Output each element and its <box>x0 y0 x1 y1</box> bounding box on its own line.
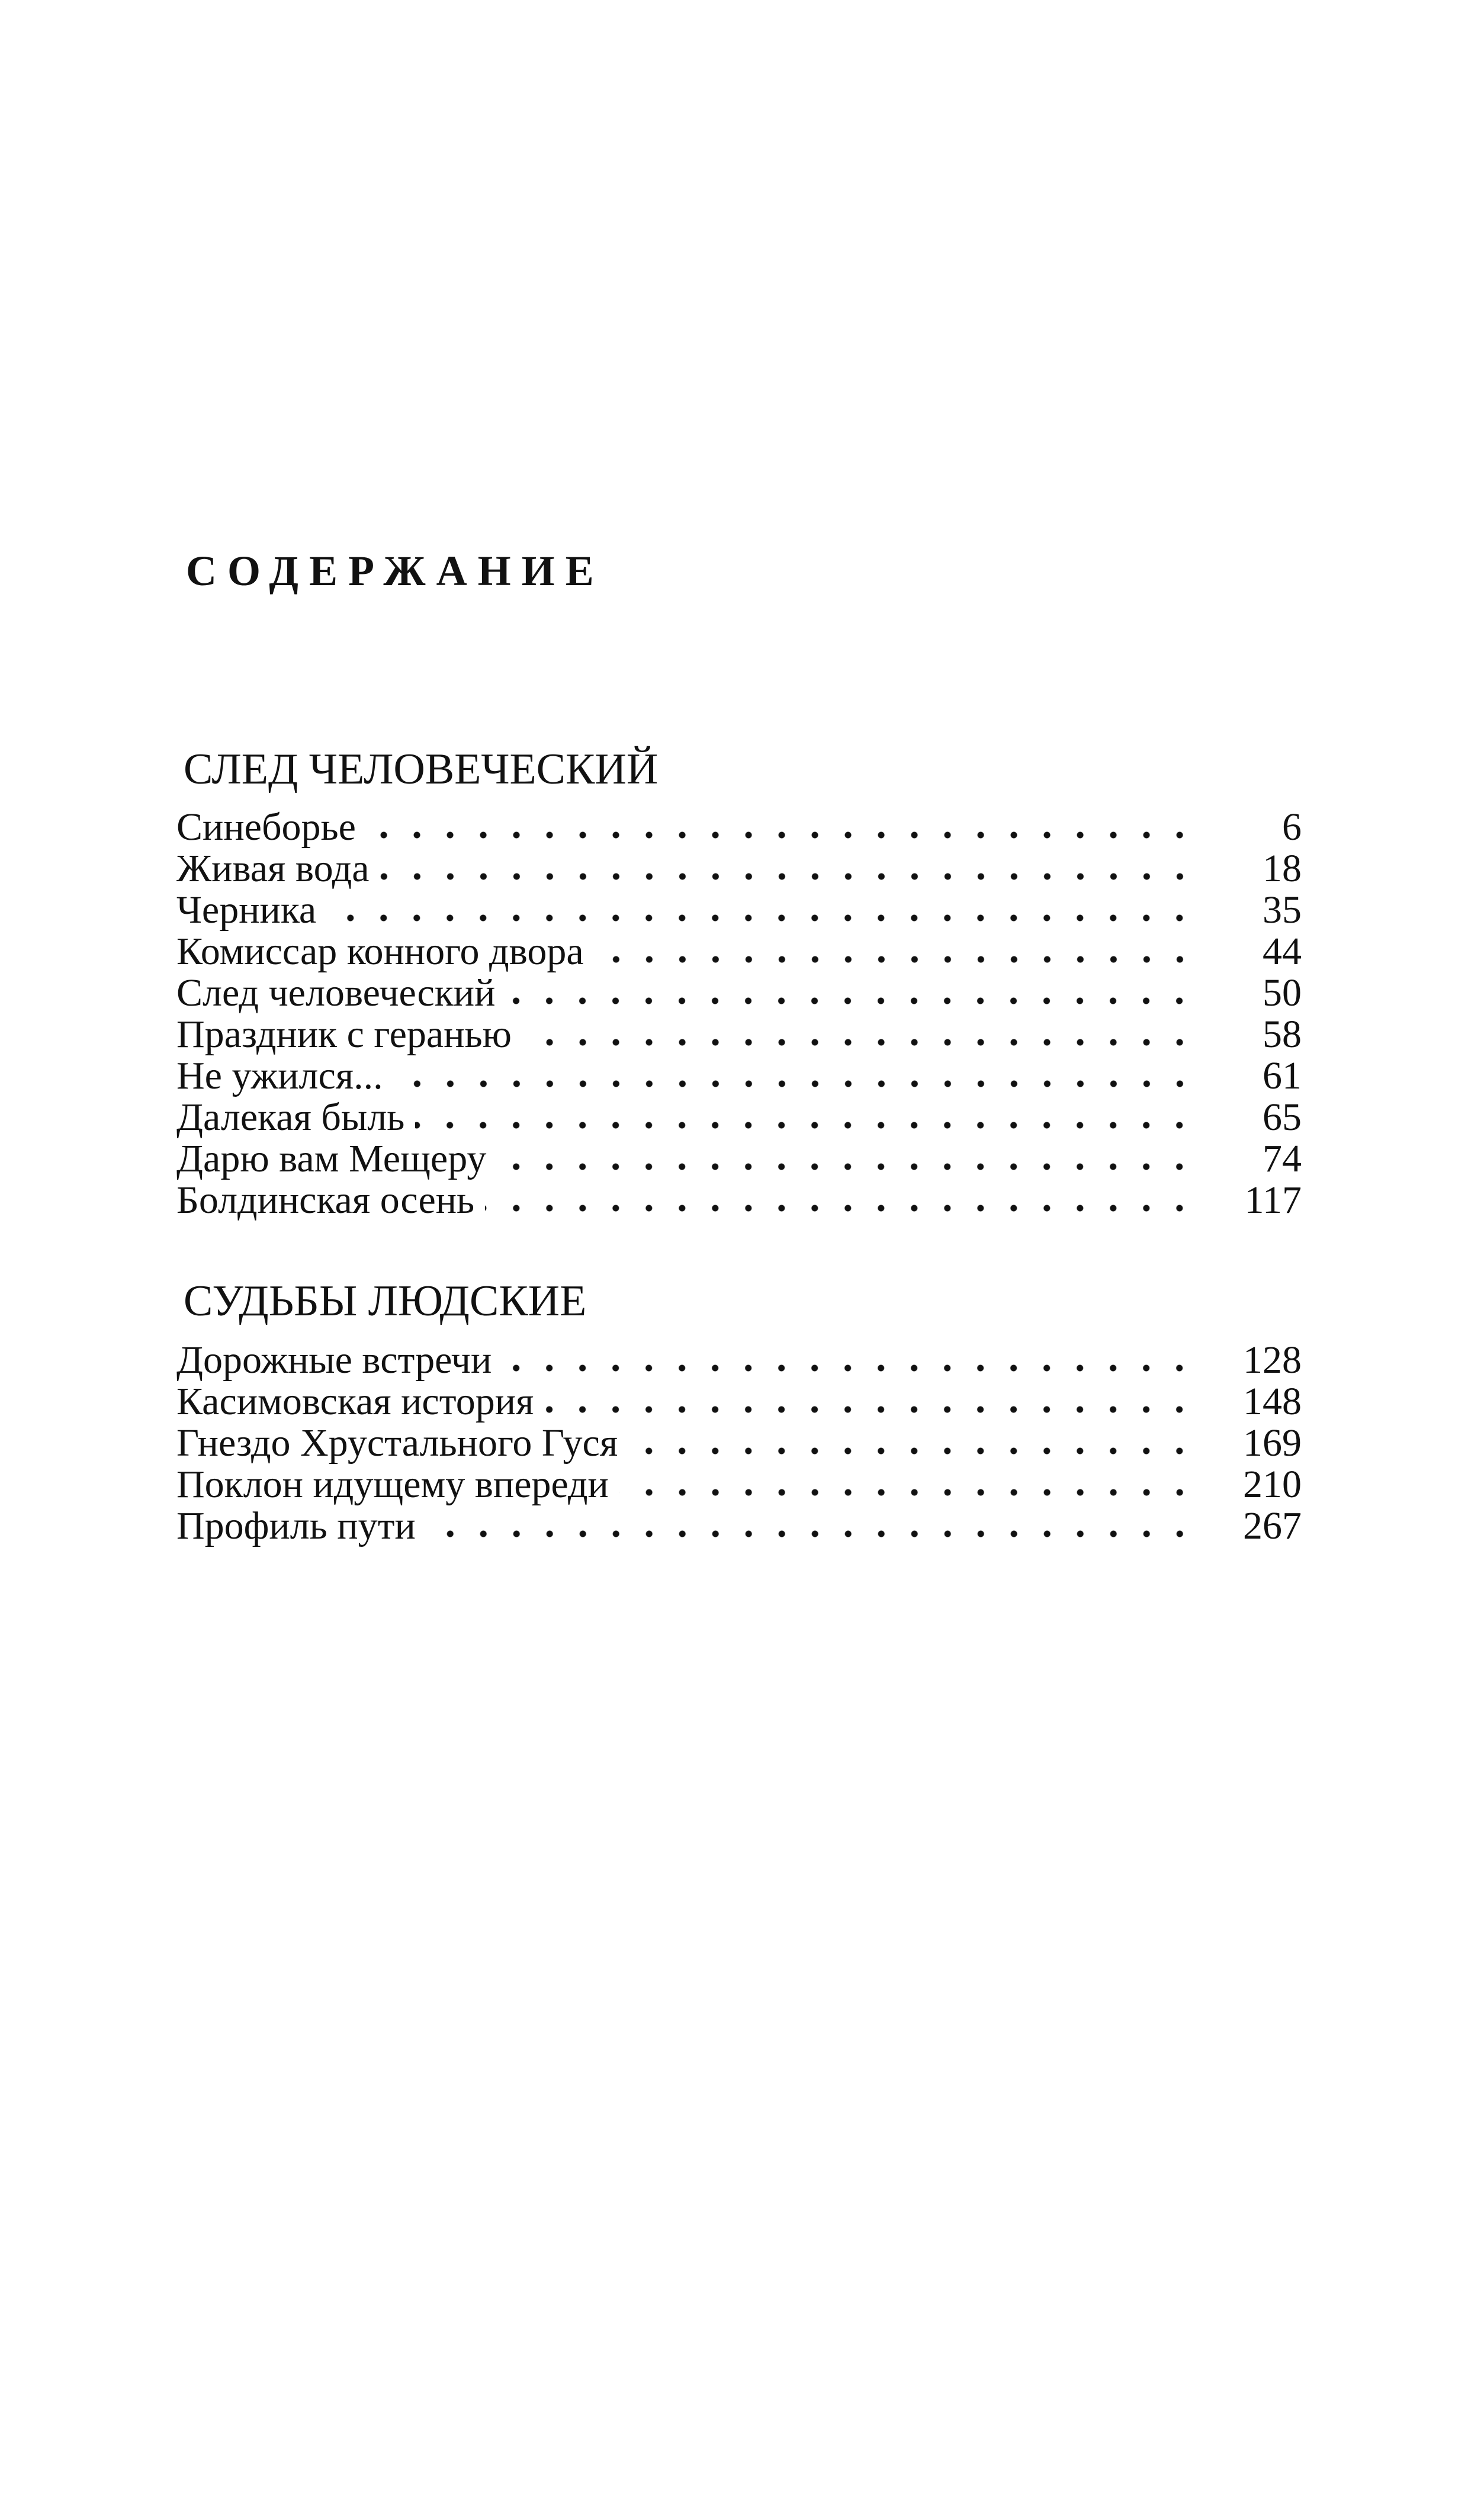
toc-entry <box>176 931 1302 972</box>
leader-dots <box>522 1039 1196 1046</box>
leader-dots <box>485 1205 1196 1212</box>
page-title: СОДЕРЖАНИЕ <box>186 547 605 595</box>
toc-entry <box>176 807 1302 848</box>
leader-dots <box>628 1447 1196 1455</box>
leader-dots <box>380 873 1196 880</box>
toc-entry-title: Праздник с геранью <box>176 1013 512 1056</box>
leader-dots <box>544 1406 1196 1413</box>
leader-dots <box>415 1122 1196 1129</box>
toc-entry-title: Черника <box>176 888 317 932</box>
leader-dots <box>426 1530 1196 1537</box>
leader-dots <box>595 956 1196 963</box>
toc-entry-title: Дарю вам Мещеру <box>176 1137 487 1180</box>
toc-entry-page-number: 210 <box>1243 1463 1302 1506</box>
toc-entry-title: Синеборье <box>176 805 356 849</box>
toc-entry-page-number: 117 <box>1244 1179 1302 1222</box>
toc-entry-title: Живая вода <box>176 847 370 890</box>
toc-entry-page-number: 169 <box>1243 1421 1302 1465</box>
toc-entry <box>176 1340 1302 1381</box>
toc-entry-page-number: 61 <box>1263 1054 1302 1097</box>
toc-entry-page-number: 128 <box>1243 1338 1302 1382</box>
leader-dots <box>502 1364 1196 1372</box>
toc-entry-page-number: 18 <box>1263 847 1302 890</box>
toc-entry-title: След человеческий <box>176 971 496 1014</box>
leader-dots <box>506 997 1196 1004</box>
leader-dots <box>619 1489 1196 1496</box>
toc-entry-title: Профиль пути <box>176 1504 416 1547</box>
leader-dots <box>394 1080 1196 1087</box>
toc-entry-title: Не ужился... <box>176 1054 383 1097</box>
toc-entry-page-number: 267 <box>1243 1504 1302 1547</box>
toc-entry-page-number: 58 <box>1263 1013 1302 1056</box>
leader-dots <box>367 831 1196 839</box>
toc-entry-page-number: 50 <box>1263 971 1302 1014</box>
toc-entry-page-number: 35 <box>1263 888 1302 932</box>
section-heading: СЛЕД ЧЕЛОВЕЧЕСКИЙ <box>184 745 659 794</box>
toc-entry <box>176 1464 1302 1505</box>
toc-entry <box>176 890 1302 931</box>
leader-dots <box>327 914 1196 922</box>
toc-entry <box>176 972 1302 1014</box>
toc-entry <box>176 1423 1302 1464</box>
toc-entry <box>176 1097 1302 1138</box>
toc-entry-title: Болдинская осень <box>176 1179 475 1222</box>
toc-entry-title: Гнездо Хрустального Гуся <box>176 1421 618 1465</box>
toc-entry <box>176 1381 1302 1423</box>
toc-entry-title: Далекая быль <box>176 1096 405 1139</box>
toc-entry-title: Поклон идущему впереди <box>176 1463 609 1506</box>
toc-entry-title: Комиссар конного двора <box>176 930 584 973</box>
toc-list <box>176 807 1302 1221</box>
toc-entry <box>176 1505 1302 1547</box>
toc-entry-page-number: 44 <box>1263 930 1302 973</box>
toc-entry-page-number: 148 <box>1243 1380 1302 1423</box>
toc-entry-page-number: 6 <box>1282 805 1302 849</box>
toc-entry <box>176 1014 1302 1055</box>
toc-list <box>176 1340 1302 1547</box>
section-heading: СУДЬБЫ ЛЮДСКИЕ <box>184 1277 587 1325</box>
toc-entry <box>176 1138 1302 1180</box>
toc-entry <box>176 1055 1302 1097</box>
toc-entry-title: Касимовская история <box>176 1380 534 1423</box>
toc-entry <box>176 848 1302 890</box>
toc-entry-page-number: 74 <box>1263 1137 1302 1180</box>
toc-entry <box>176 1180 1302 1221</box>
leader-dots <box>497 1163 1196 1170</box>
toc-entry-page-number: 65 <box>1263 1096 1302 1139</box>
toc-entry-title: Дорожные встречи <box>176 1338 492 1382</box>
